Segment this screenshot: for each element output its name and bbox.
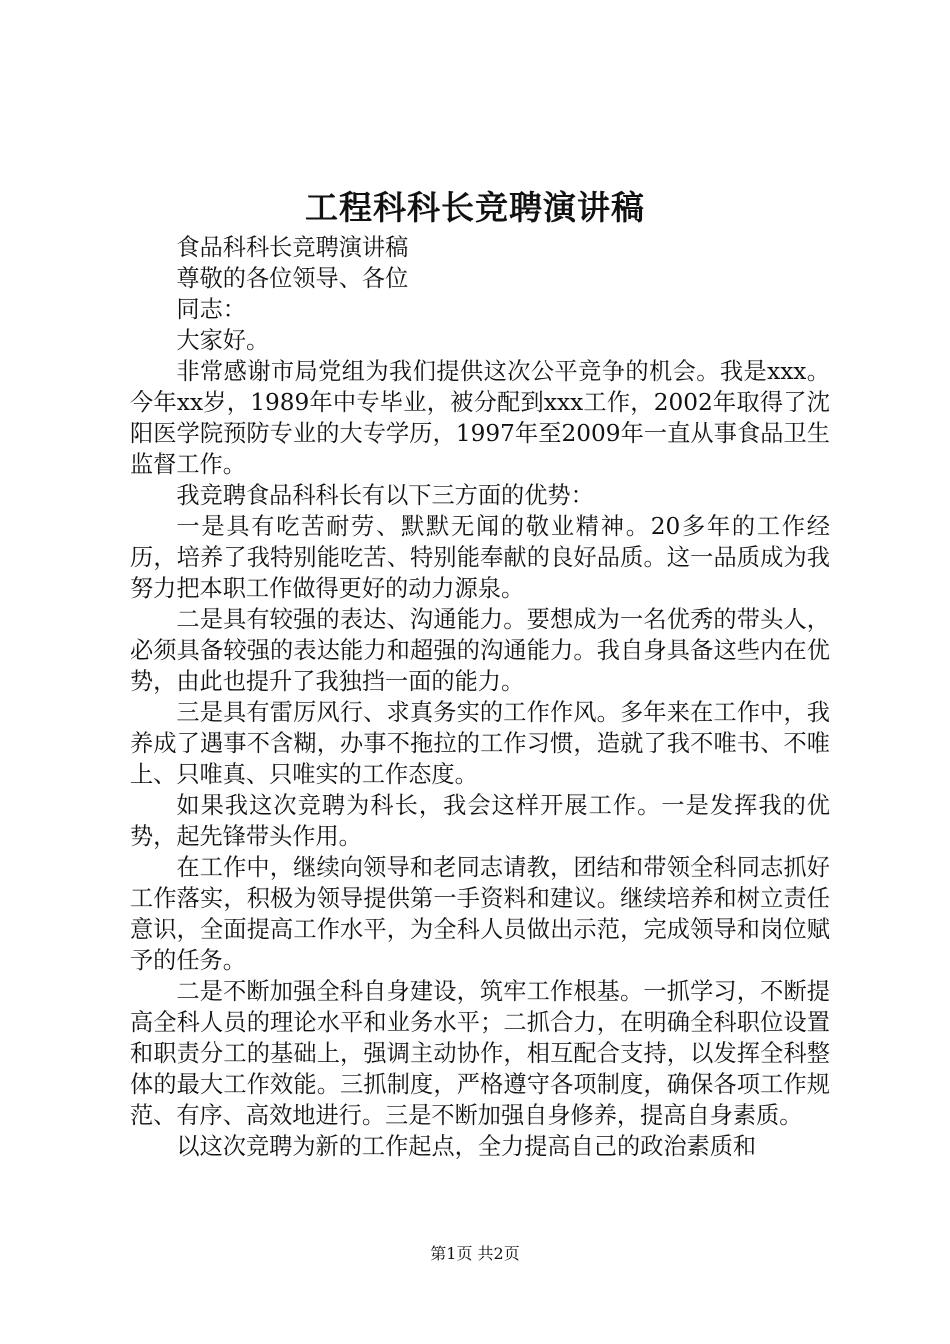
paragraph: 二是具有较强的表达、沟通能力。要想成为一名优秀的带头人，必须具备较强的表达能力和超强的沟通能力。我自身具备这些内在优势，由此也提升了我独挡一面的能力。 xyxy=(130,606,830,695)
document-body xyxy=(130,232,830,1162)
paragraph: 我竞聘食品科科长有以下三方面的优势： xyxy=(176,482,594,509)
paragraph: 一是具有吃苦耐劳、默默无闻的敬业精神。20多年的工作经历，培养了我特别能吃苦、特别能奉献的良好品质。这一品质成为我努力把本职工作做得更好的动力源泉。 xyxy=(130,513,830,602)
document-title: 工程科科长竞聘演讲稿 xyxy=(305,188,645,227)
paragraph: 以这次竞聘为新的工作起点，全力提高自己的政治素质和 xyxy=(176,1133,757,1160)
paragraph: 食品科科长竞聘演讲稿 xyxy=(176,234,409,261)
page-footer: 第1页 共2页 xyxy=(430,1244,520,1263)
paragraph: 尊敬的各位领导、各位 xyxy=(176,265,409,292)
paragraph: 三是具有雷厉风行、求真务实的工作作风。多年来在工作中，我养成了遇事不含糊，办事不拖拉的工作习惯，造就了我不唯书、不唯上、只唯真、只唯实的工作态度。 xyxy=(130,699,830,788)
paragraph: 非常感谢市局党组为我们提供这次公平竞争的机会。我是xxx。今年xx岁，1989年中专毕业，被分配到xxx工作，2002年取得了沈阳医学院预防专业的大专学历，1997年至2009年一直从事食品卫生监督工作。 xyxy=(130,358,830,478)
paragraph: 在工作中，继续向领导和老同志请教，团结和带领全科同志抓好工作落实，积极为领导提供第一手资料和建议。继续培养和树立责任意识，全面提高工作水平，为全科人员做出示范，完成领导和岗位赋予的任务。 xyxy=(130,854,830,974)
paragraph: 同志： xyxy=(176,296,246,323)
paragraph: 大家好。 xyxy=(176,327,270,354)
paragraph: 二是不断加强全科自身建设，筑牢工作根基。一抓学习，不断提高全科人员的理论水平和业务水平；二抓合力，在明确全科职位设置和职责分工的基础上，强调主动协作，相互配合支持，以发挥全科整体的最大工作效能。三抓制度，严格遵守各项制度，确保各项工作规范、有序、高效地进行。三是不断加强自身修养，提高自身素质。 xyxy=(130,978,830,1129)
paragraph: 如果我这次竞聘为科长，我会这样开展工作。一是发挥我的优势，起先锋带头作用。 xyxy=(130,792,830,850)
